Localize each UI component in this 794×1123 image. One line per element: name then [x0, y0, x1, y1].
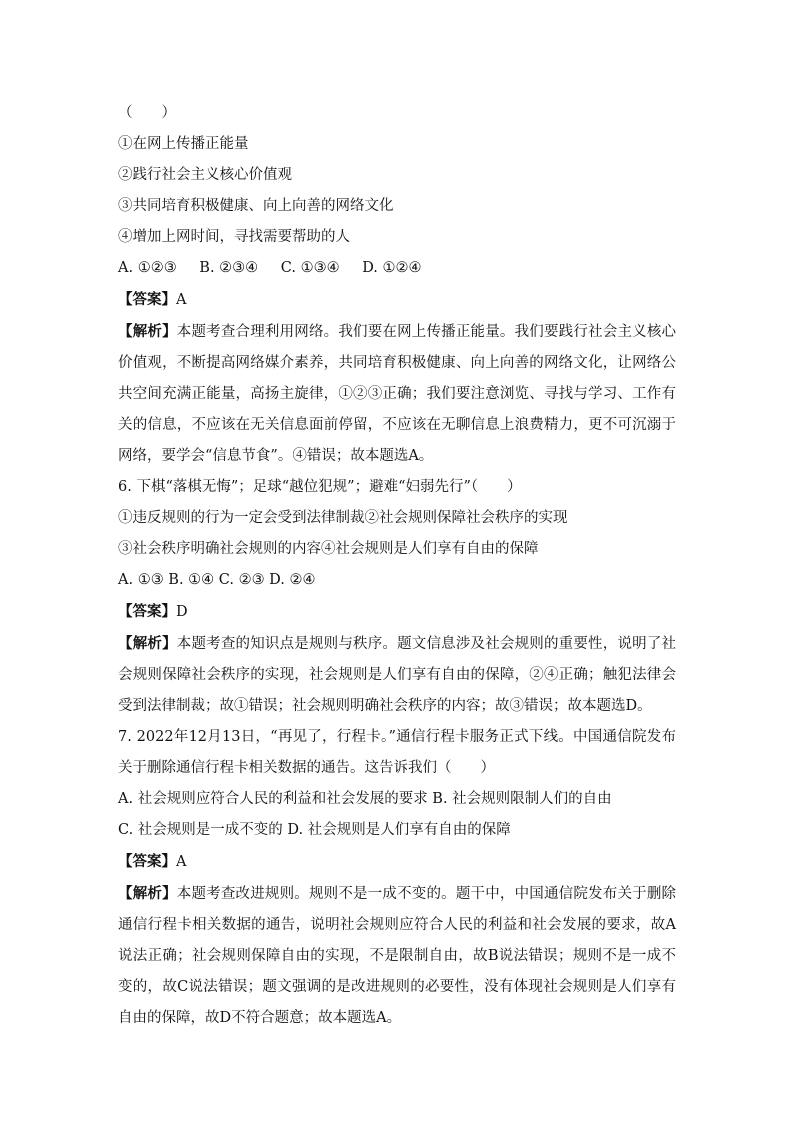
q5-answer-tag: 【答案】 [118, 291, 176, 308]
q5-option-a: A. ①②③ [118, 260, 177, 276]
q5-analysis-text: 本题考查合理利用网络。我们要在网上传播正能量。我们要践行社会主义核心价值观，不断提高网络媒介素养，共同培育积极健康、向上向善的网络文化，让网络公共空间充满正能量，高扬主旋律，①②③正确；我们要注意浏览、寻找与学习、工作有关的信息，不应该在无关信息面前停留，不应该在无聊信息上浪费精力，更不可沉溺于网络，要学会“信息节食”。④错误；故本题选A。 [118, 324, 677, 464]
q5-item-1: ①在网上传播正能量 [118, 136, 249, 152]
q7-options-line-2: C. 社会规则是一成不变的 D. 社会规则是人们享有自由的保障 [118, 822, 511, 838]
q7-analysis [118, 878, 676, 1034]
q5-analysis [118, 316, 676, 472]
q6-stem: 6. 下棋“落棋无悔”；足球“越位犯规”；避难“妇弱先行”（ ） [118, 479, 522, 495]
q7-stem: 7. 2022年12月13日，“再见了，行程卡。”通信行程卡服务正式下线。中国通信院发布关于删除通信行程卡相关数据的通告。这告诉我们（ ） [118, 729, 676, 776]
q6-item-1: ①违反规则的行为一定会受到法律制裁②社会规则保障社会秩序的实现 [118, 510, 568, 526]
q5-answer [118, 284, 676, 316]
q5-option-c: C. ①③④ [280, 260, 340, 276]
q6-options: A. ①③ B. ①④ C. ②③ D. ②④ [118, 572, 316, 588]
q5-analysis-tag: 【解析】 [118, 323, 177, 340]
q7-options-line-1: A. 社会规则应符合人民的利益和社会发展的要求 B. 社会规则限制人们的自由 [118, 791, 612, 807]
q5-option-d: D. ①②④ [362, 260, 422, 276]
q6-analysis [118, 628, 676, 722]
q6-answer [118, 596, 676, 628]
q5-item-3: ③共同培育积极健康、向上向善的网络文化 [118, 198, 394, 214]
q7-answer-value: A [176, 854, 187, 870]
q5-paren: （ ） [118, 105, 176, 121]
q5-options [118, 253, 676, 284]
q6-analysis-tag: 【解析】 [118, 635, 177, 652]
q6-answer-value: D [176, 604, 188, 620]
q5-answer-value: A [176, 292, 187, 308]
q6-item-2: ③社会秩序明确社会规则的内容④社会规则是人们享有自由的保障 [118, 541, 539, 557]
q5-item-4: ④增加上网时间，寻找需要帮助的人 [118, 229, 350, 245]
q7-analysis-tag: 【解析】 [118, 885, 177, 902]
q5-option-b: B. ②③④ [199, 260, 259, 276]
q6-answer-tag: 【答案】 [118, 603, 176, 620]
q6-analysis-text: 本题考查的知识点是规则与秩序。题文信息涉及社会规则的重要性，说明了社会规则保障社会秩序的实现，社会规则是人们享有自由的保障，②④正确；触犯法律会受到法律制裁；故①错误；社会规则明确社会秩序的内容；故③错误；故本题选D。 [118, 636, 677, 714]
q7-answer-tag: 【答案】 [118, 853, 176, 870]
q7-answer [118, 846, 676, 878]
q7-analysis-text: 本题考查改进规则。规则不是一成不变的。题干中，中国通信院发布关于删除通信行程卡相关数据的通告，说明社会规则应符合人民的利益和社会发展的要求，故A说法正确；社会规则保障自由的实现，不是限制自由，故B说法错误；规则不是一成不变的，故C说法错误；题文强调的是改进规则的必要性，没有体现社会规则是人们享有自由的保障，故D不符合题意；故本题选A。 [118, 886, 677, 1026]
q5-item-2: ②践行社会主义核心价值观 [118, 167, 292, 183]
